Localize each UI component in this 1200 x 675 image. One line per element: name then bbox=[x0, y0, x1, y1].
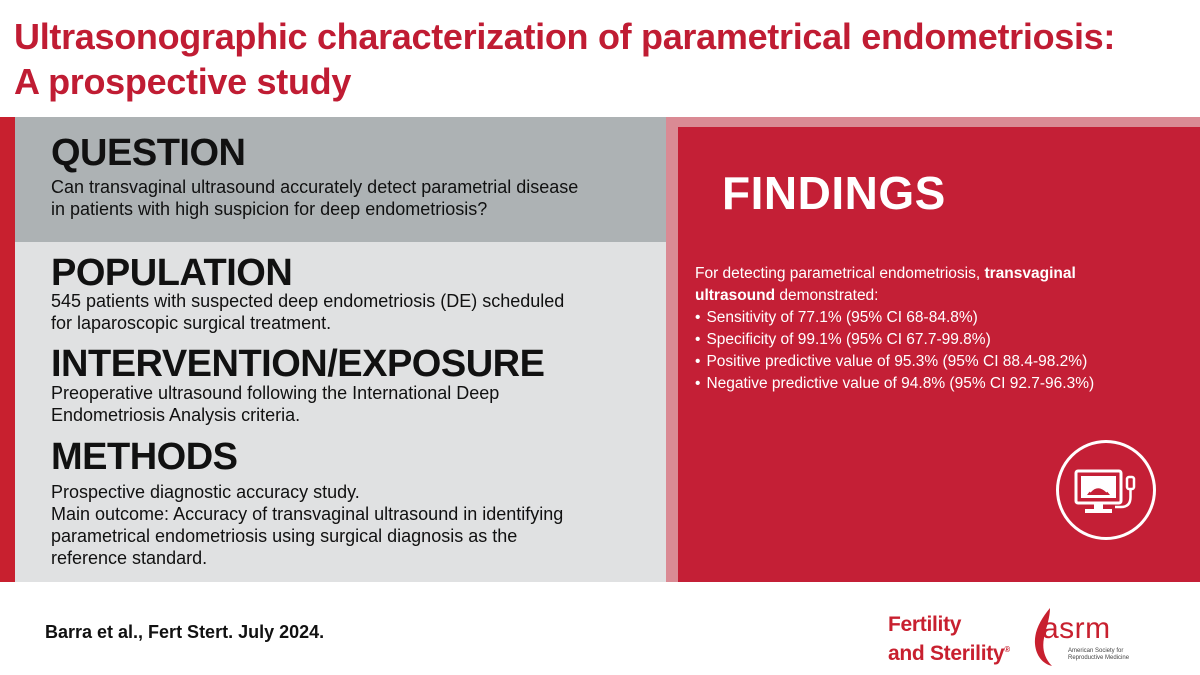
ultrasound-machine-icon bbox=[1056, 440, 1156, 540]
asrm-wordmark: asrm bbox=[1042, 612, 1111, 645]
fertility-sterility-logo: Fertility and Sterility® bbox=[888, 613, 1010, 665]
findings-heading: FINDINGS bbox=[722, 167, 946, 219]
intervention-heading: INTERVENTION/EXPOSURE bbox=[51, 343, 545, 385]
citation: Barra et al., Fert Stert. July 2024. bbox=[45, 622, 325, 642]
asrm-logo bbox=[1030, 606, 1150, 668]
finding-specificity: • Specificity of 99.1% (95% CI 67.7-99.8%) bbox=[695, 329, 1190, 351]
study-details-section bbox=[15, 242, 666, 582]
findings-panel bbox=[678, 127, 1200, 582]
left-accent-bar bbox=[0, 117, 15, 582]
methods-heading: METHODS bbox=[51, 436, 238, 478]
page-title bbox=[14, 14, 1184, 104]
population-text: 545 patients with suspected deep endometriosis (DE) scheduled for laparoscopic surgical treatment. bbox=[51, 291, 565, 333]
title-line-2: A prospective study bbox=[14, 61, 352, 102]
findings-intro: For detecting parametrical endometriosis, transvaginal ultrasound demonstrated: bbox=[695, 265, 1076, 304]
findings-list bbox=[695, 307, 1190, 395]
question-section bbox=[15, 117, 666, 242]
question-heading: QUESTION bbox=[51, 132, 246, 174]
title-line-1: Ultrasonographic characterization of parametrical endometriosis: bbox=[14, 16, 1116, 57]
methods-text: Prospective diagnostic accuracy study. Main outcome: Accuracy of transvaginal ultrasound in identifying parametrical endometriosis using surgical diagnosis as the reference standard. bbox=[51, 482, 564, 568]
asrm-tagline: American Society for Reproductive Medicine bbox=[1068, 648, 1130, 661]
finding-sensitivity: • Sensitivity of 77.1% (95% CI 68-84.8%) bbox=[695, 307, 1190, 329]
population-heading: POPULATION bbox=[51, 252, 293, 294]
question-text: Can transvaginal ultrasound accurately detect parametrial disease in patients with high suspicion for deep endometriosis? bbox=[51, 177, 579, 219]
intervention-text: Preoperative ultrasound following the International Deep Endometriosis Analysis criteria. bbox=[51, 383, 500, 425]
finding-ppv: • Positive predictive value of 95.3% (95% CI 88.4-98.2%) bbox=[695, 351, 1190, 373]
finding-npv: • Negative predictive value of 94.8% (95% CI 92.7-96.3%) bbox=[695, 373, 1190, 395]
findings-text bbox=[695, 263, 1190, 395]
